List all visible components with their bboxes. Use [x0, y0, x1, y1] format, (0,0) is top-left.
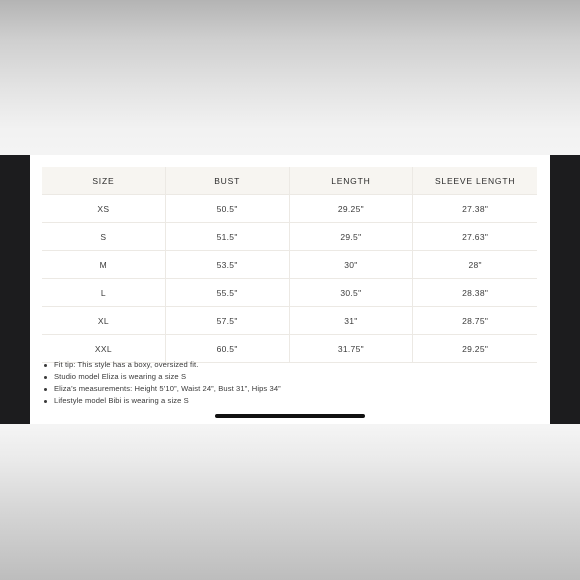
table-header-row — [42, 167, 537, 195]
cell-length: 31" — [290, 307, 414, 335]
header-size: SIZE — [42, 167, 166, 195]
header-sleeve-length: SLEEVE LENGTH — [413, 167, 537, 195]
table-row — [42, 195, 537, 223]
header-bust: BUST — [166, 167, 290, 195]
cell-size: S — [42, 223, 166, 251]
size-chart-table — [42, 167, 537, 363]
cell-bust: 51.5" — [166, 223, 290, 251]
cell-sleeve-length: 29.25" — [413, 335, 537, 363]
table-row — [42, 307, 537, 335]
cell-length: 30" — [290, 251, 414, 279]
size-chart-panel — [30, 155, 550, 424]
cell-sleeve-length: 28.75" — [413, 307, 537, 335]
list-item: Studio model Eliza is wearing a size S — [42, 371, 281, 383]
cell-length: 29.5" — [290, 223, 414, 251]
header-length: LENGTH — [290, 167, 414, 195]
fit-notes-list — [42, 359, 281, 407]
table-row — [42, 223, 537, 251]
table-row — [42, 279, 537, 307]
cell-size: L — [42, 279, 166, 307]
cell-size: XXL — [42, 335, 166, 363]
cell-size: M — [42, 251, 166, 279]
cell-sleeve-length: 27.38" — [413, 195, 537, 223]
cell-sleeve-length: 28" — [413, 251, 537, 279]
cell-length: 29.25" — [290, 195, 414, 223]
cell-bust: 57.5" — [166, 307, 290, 335]
list-item: Lifestyle model Bibi is wearing a size S — [42, 395, 281, 407]
cell-sleeve-length: 28.38" — [413, 279, 537, 307]
list-item: Eliza’s measurements: Height 5’10”, Waist 24”, Bust 31”, Hips 34” — [42, 383, 281, 395]
home-indicator[interactable] — [215, 414, 365, 418]
cell-bust: 53.5" — [166, 251, 290, 279]
cell-length: 30.5" — [290, 279, 414, 307]
background-bottom — [0, 420, 580, 580]
cell-bust: 60.5" — [166, 335, 290, 363]
table-row — [42, 251, 537, 279]
cell-bust: 55.5" — [166, 279, 290, 307]
list-item: Fit tip: This style has a boxy, oversized fit. — [42, 359, 281, 371]
cell-size: XL — [42, 307, 166, 335]
cell-bust: 50.5" — [166, 195, 290, 223]
cell-length: 31.75" — [290, 335, 414, 363]
cell-sleeve-length: 27.63" — [413, 223, 537, 251]
cell-size: XS — [42, 195, 166, 223]
